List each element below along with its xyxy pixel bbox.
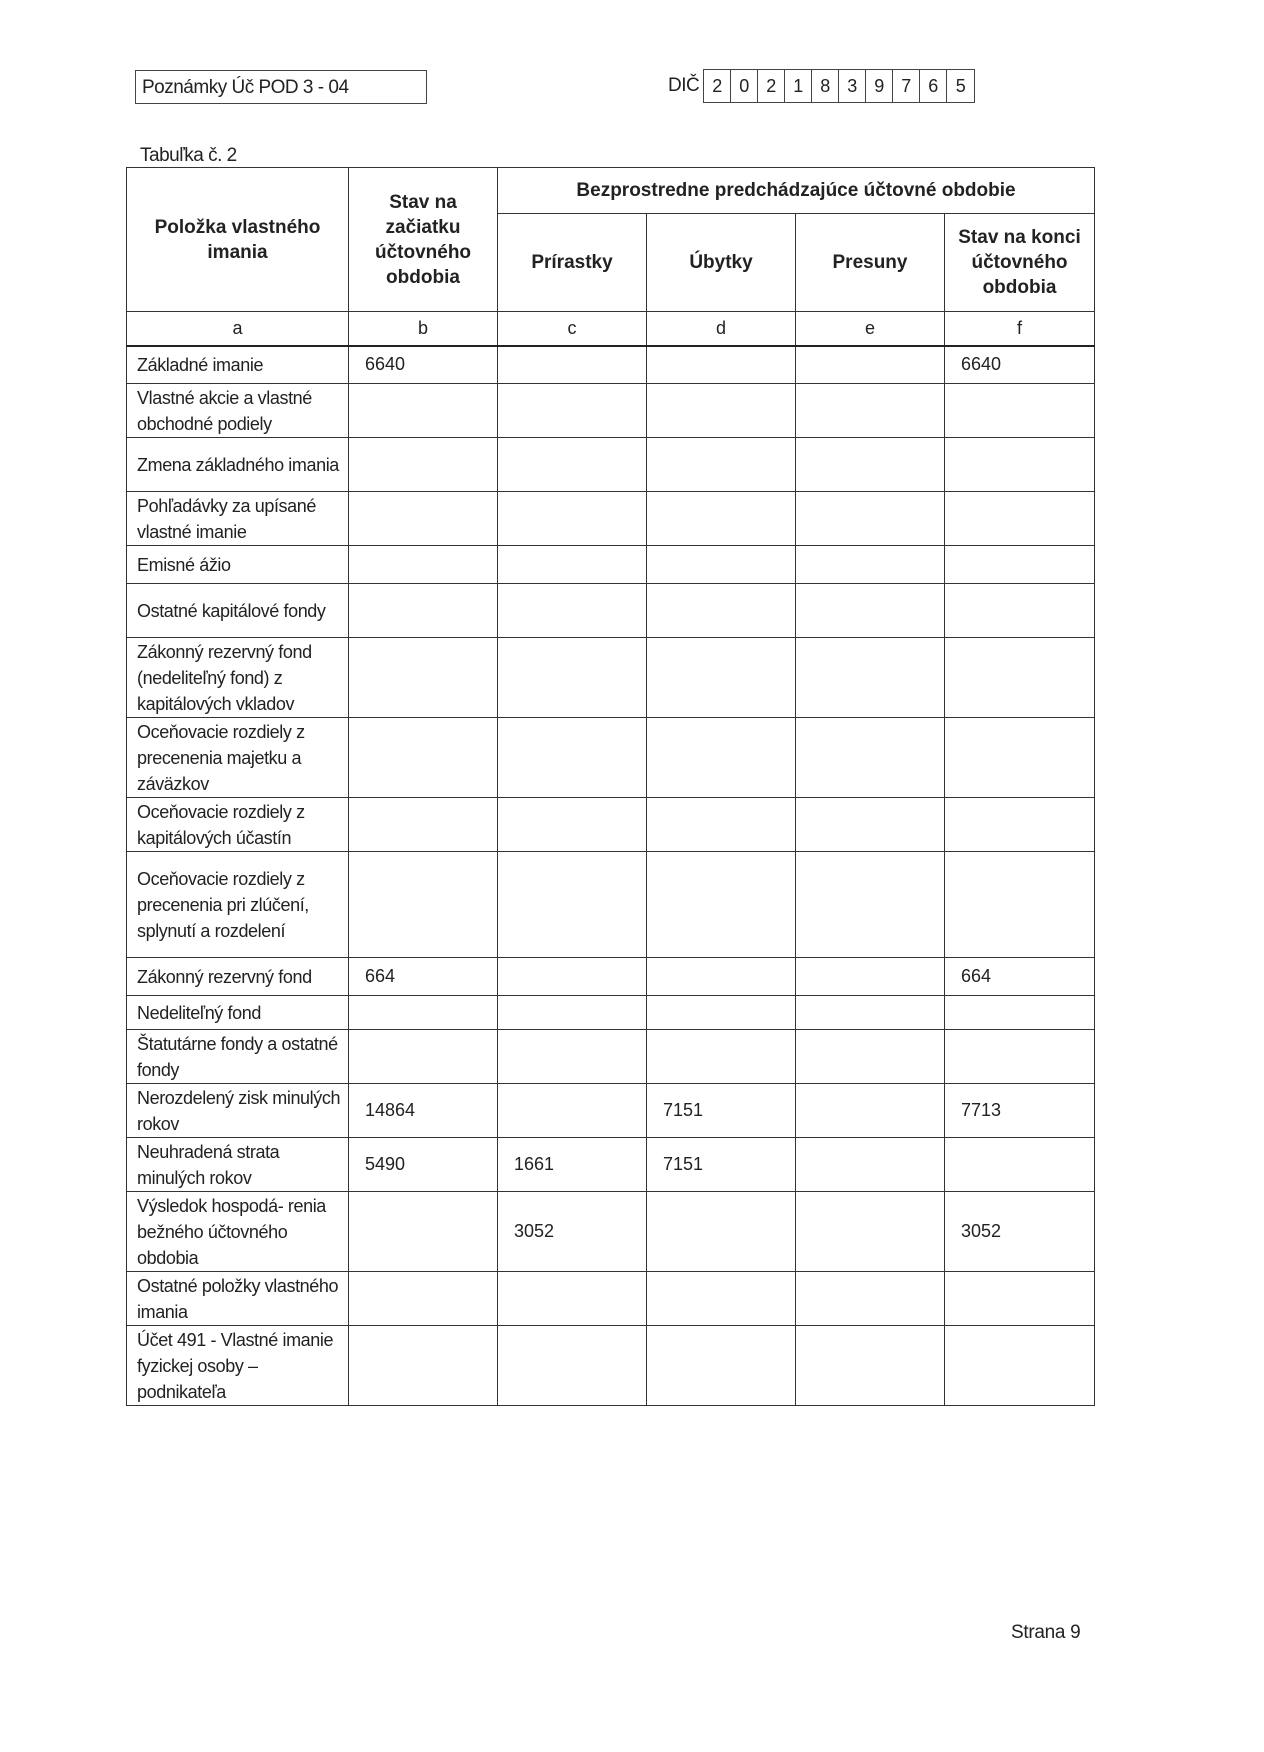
value-cell-f (945, 1272, 1095, 1326)
row-label: Oceňovacie rozdiely z precenenia majetku a záväzkov (127, 718, 349, 798)
value-cell-b (349, 798, 498, 852)
value-cell-f (945, 1138, 1095, 1192)
value-cell-b (349, 1326, 498, 1406)
value-cell-b (349, 384, 498, 438)
value-cell-d (647, 584, 796, 638)
row-label: Ostatné položky vlastného imania (127, 1272, 349, 1326)
value-cell-d (647, 1030, 796, 1084)
value-cell-f: 664 (945, 958, 1095, 996)
tax-id-digit: 7 (893, 70, 920, 102)
row-label: Zákonný rezervný fond (127, 958, 349, 996)
value-cell-f (945, 492, 1095, 546)
value-cell-c (498, 798, 647, 852)
value-cell-c (498, 1272, 647, 1326)
value-cell-e (796, 638, 945, 718)
value-cell-e (796, 1084, 945, 1138)
table-row (127, 958, 1095, 996)
tax-id-label: DIČ (668, 75, 700, 96)
tax-id-digit: 6 (920, 70, 947, 102)
table-row (127, 584, 1095, 638)
value-cell-f: 6640 (945, 346, 1095, 384)
row-label: Zmena základného imania (127, 438, 349, 492)
table-row (127, 852, 1095, 958)
table-row (127, 1138, 1095, 1192)
row-label: Výsledok hospodá- renia bežného účtovného obdobia (127, 1192, 349, 1272)
row-label: Pohľadávky za upísané vlastné imanie (127, 492, 349, 546)
column-letter: e (796, 312, 945, 346)
table-row (127, 1326, 1095, 1406)
column-letter: b (349, 312, 498, 346)
value-cell-f (945, 1030, 1095, 1084)
form-label: Poznámky Úč POD 3 - 04 (135, 70, 427, 104)
header-item: Položka vlastného imania (127, 168, 349, 312)
value-cell-c (498, 1326, 647, 1406)
value-cell-f (945, 584, 1095, 638)
value-cell-e (796, 718, 945, 798)
value-cell-e (796, 958, 945, 996)
value-cell-b (349, 1192, 498, 1272)
table-row (127, 1272, 1095, 1326)
value-cell-c (498, 1030, 647, 1084)
value-cell-f (945, 638, 1095, 718)
value-cell-d (647, 1192, 796, 1272)
tax-id-digit: 8 (812, 70, 839, 102)
value-cell-c (498, 958, 647, 996)
value-cell-c (498, 384, 647, 438)
value-cell-e (796, 1326, 945, 1406)
value-cell-b: 14864 (349, 1084, 498, 1138)
value-cell-e (796, 996, 945, 1030)
page-number: Strana 9 (1011, 1622, 1081, 1643)
value-cell-d (647, 958, 796, 996)
tax-id-digit: 9 (866, 70, 893, 102)
value-cell-e (796, 1030, 945, 1084)
value-cell-c: 1661 (498, 1138, 647, 1192)
table-row (127, 492, 1095, 546)
table-title: Tabuľka č. 2 (140, 145, 237, 166)
value-cell-b (349, 638, 498, 718)
value-cell-e (796, 492, 945, 546)
table-row (127, 1030, 1095, 1084)
value-cell-d (647, 492, 796, 546)
value-cell-f (945, 546, 1095, 584)
value-cell-e (796, 384, 945, 438)
tax-id-digit: 5 (955, 76, 966, 96)
value-cell-c (498, 492, 647, 546)
value-cell-c (498, 546, 647, 584)
table-row (127, 384, 1095, 438)
value-cell-b (349, 438, 498, 492)
value-cell-c (498, 346, 647, 384)
row-label: Neuhradená strata minulých rokov (127, 1138, 349, 1192)
row-label: Základné imanie (127, 346, 349, 384)
value-cell-e (796, 852, 945, 958)
header-decrease: Úbytky (647, 214, 796, 312)
header-end-balance: Stav na konci účtovného obdobia (945, 214, 1095, 312)
table-row (127, 996, 1095, 1030)
value-cell-d: 7151 (647, 1138, 796, 1192)
row-label: Nerozdelený zisk minulých rokov (127, 1084, 349, 1138)
value-cell-c (498, 1084, 647, 1138)
value-cell-e (796, 1138, 945, 1192)
value-cell-f (945, 718, 1095, 798)
value-cell-f (945, 384, 1095, 438)
value-cell-b (349, 1030, 498, 1084)
value-cell-b (349, 492, 498, 546)
value-cell-f: 7713 (945, 1084, 1095, 1138)
value-cell-e (796, 1272, 945, 1326)
column-letter: a (127, 312, 349, 346)
table-row (127, 718, 1095, 798)
value-cell-b (349, 718, 498, 798)
value-cell-c (498, 996, 647, 1030)
table-row (127, 346, 1095, 384)
value-cell-b: 5490 (349, 1138, 498, 1192)
row-label: Nedeliteľný fond (127, 996, 349, 1030)
header-group-prior-period: Bezprostredne predchádzajúce účtovné obdobie (498, 168, 1095, 214)
value-cell-b (349, 996, 498, 1030)
table-row (127, 438, 1095, 492)
value-cell-c (498, 438, 647, 492)
row-label: Oceňovacie rozdiely z kapitálových účastín (127, 798, 349, 852)
row-label: Štatutárne fondy a ostatné fondy (127, 1030, 349, 1084)
row-label: Ostatné kapitálové fondy (127, 584, 349, 638)
value-cell-d (647, 996, 796, 1030)
value-cell-d (647, 1272, 796, 1326)
column-letter: f (945, 312, 1095, 346)
value-cell-d: 7151 (647, 1084, 796, 1138)
value-cell-e (796, 346, 945, 384)
header-start-balance: Stav na začiatku účtovného obdobia (349, 168, 498, 312)
value-cell-f (945, 798, 1095, 852)
value-cell-b (349, 584, 498, 638)
value-cell-c: 3052 (498, 1192, 647, 1272)
row-label: Oceňovacie rozdiely z precenenia pri zlúčení, splynutí a rozdelení (127, 852, 349, 958)
equity-changes-table (126, 167, 1095, 1406)
value-cell-f (945, 1326, 1095, 1406)
table-row (127, 798, 1095, 852)
value-cell-b (349, 1272, 498, 1326)
column-letter: c (498, 312, 647, 346)
row-label: Vlastné akcie a vlastné obchodné podiely (127, 384, 349, 438)
tax-id-field (668, 69, 975, 103)
value-cell-b: 6640 (349, 346, 498, 384)
value-cell-d (647, 438, 796, 492)
tax-id-digit: 0 (731, 70, 758, 102)
tax-id-digit: 3 (839, 70, 866, 102)
value-cell-c (498, 638, 647, 718)
table-row (127, 546, 1095, 584)
tax-id-digit: 1 (785, 70, 812, 102)
value-cell-d (647, 384, 796, 438)
value-cell-f (945, 852, 1095, 958)
value-cell-d (647, 1326, 796, 1406)
value-cell-d (647, 346, 796, 384)
row-label: Emisné ážio (127, 546, 349, 584)
value-cell-c (498, 718, 647, 798)
header-transfer: Presuny (796, 214, 945, 312)
value-cell-d (647, 852, 796, 958)
value-cell-b (349, 852, 498, 958)
value-cell-d (647, 798, 796, 852)
table-row (127, 1192, 1095, 1272)
value-cell-c (498, 852, 647, 958)
value-cell-d (647, 718, 796, 798)
tax-id-digit: 2 (704, 70, 731, 102)
value-cell-b: 664 (349, 958, 498, 996)
header-increase: Prírastky (498, 214, 647, 312)
value-cell-e (796, 798, 945, 852)
value-cell-e (796, 584, 945, 638)
value-cell-c (498, 584, 647, 638)
column-letter: d (647, 312, 796, 346)
value-cell-f (945, 438, 1095, 492)
tax-id-digit: 2 (758, 70, 785, 102)
value-cell-e (796, 546, 945, 584)
row-label: Účet 491 - Vlastné imanie fyzickej osoby – podnikateľa (127, 1326, 349, 1406)
value-cell-e (796, 438, 945, 492)
value-cell-d (647, 638, 796, 718)
value-cell-f: 3052 (945, 1192, 1095, 1272)
row-label: Zákonný rezervný fond (nedeliteľný fond) z kapitálových vkladov (127, 638, 349, 718)
value-cell-d (647, 546, 796, 584)
table-row (127, 1084, 1095, 1138)
value-cell-f (945, 996, 1095, 1030)
table-row (127, 638, 1095, 718)
value-cell-b (349, 546, 498, 584)
tax-id-boxes (703, 69, 975, 103)
value-cell-e (796, 1192, 945, 1272)
